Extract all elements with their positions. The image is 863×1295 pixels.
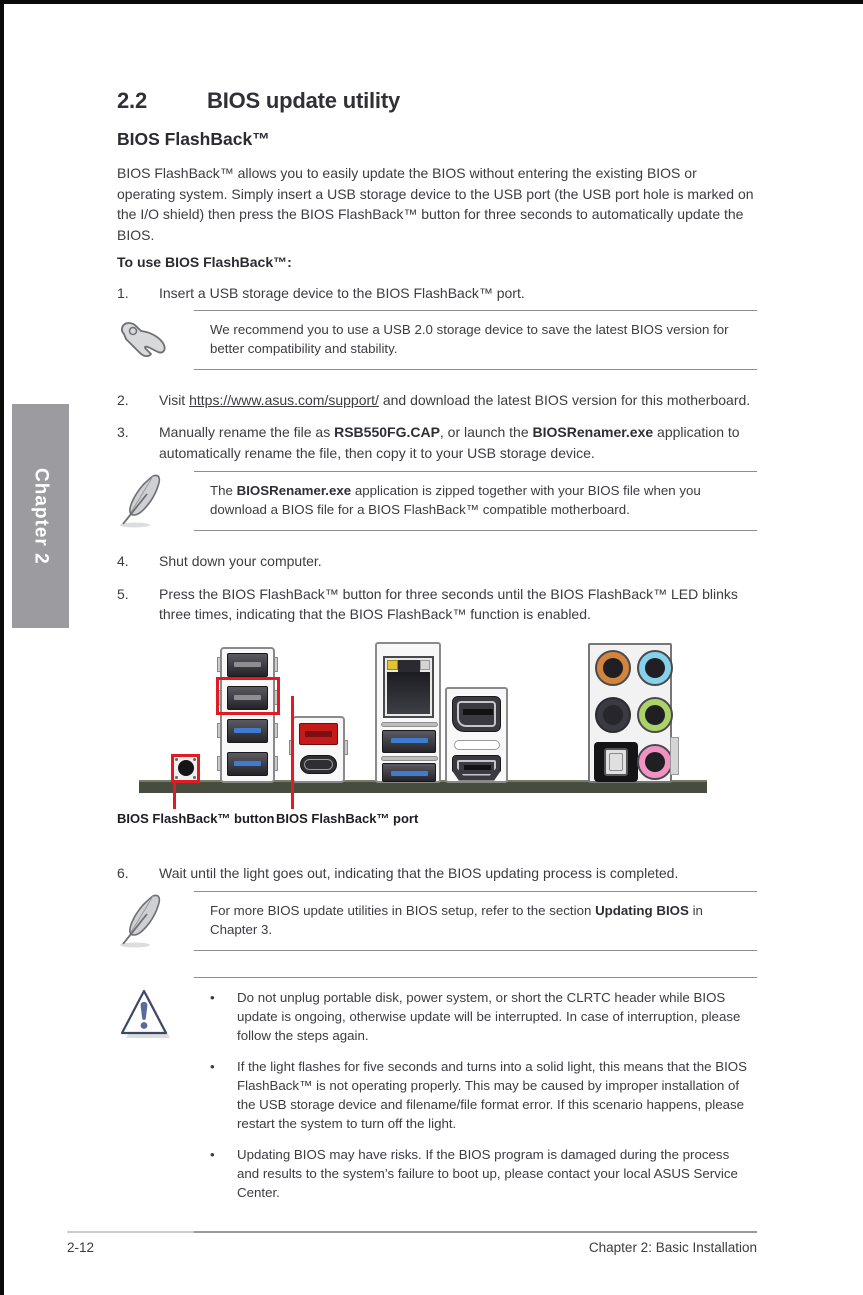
page-number: 2-12 xyxy=(67,1240,95,1255)
section-heading xyxy=(117,88,757,114)
step-number: 6. xyxy=(117,864,129,881)
step-text-pre: Visit xyxy=(159,391,190,408)
step-text-run: Manually rename the file as xyxy=(159,424,335,440)
button-pointer-line xyxy=(173,781,176,809)
step-number: 4. xyxy=(117,553,129,569)
warning-item xyxy=(210,1057,747,1133)
step-text: Press the BIOS FlashBack™ button for three seconds until the BIOS FlashBack™ LED blinks three times, indicating that the BIOS FlashBack™ function is enabled. xyxy=(159,585,738,622)
usb3-port xyxy=(227,719,268,743)
audio-jack-green xyxy=(637,697,673,733)
hand-press-icon xyxy=(117,310,194,370)
subsection-title: BIOS FlashBack™ xyxy=(117,129,270,149)
chapter-tab-label: Chapter 2 xyxy=(30,467,52,565)
port-pointer-line xyxy=(291,696,294,809)
note-important-usb xyxy=(117,310,757,370)
note-text-run: The xyxy=(210,483,237,498)
bios-cap-filename: RSB550FG.CAP xyxy=(334,424,440,440)
audio-jack-pink xyxy=(637,744,673,780)
step-text xyxy=(159,390,757,411)
lan-block xyxy=(375,642,441,783)
section-number: 2.2 xyxy=(117,88,147,113)
note-text-run: For more BIOS update utilities in BIOS setup, refer to the section xyxy=(210,903,596,918)
audio-jack-lightblue xyxy=(637,650,673,686)
usb-red-port xyxy=(299,723,338,745)
usb2-port xyxy=(227,653,268,677)
step-2 xyxy=(117,390,757,411)
step-text: Shut down your computer. xyxy=(159,553,322,569)
warning-item-text: Updating BIOS may have risks. If the BIOS program is damaged during the process and results to the system’s failure to boot up, please contact your local ASUS Service Center. xyxy=(237,1147,738,1200)
usb3-port xyxy=(382,730,436,753)
step-4 xyxy=(117,551,757,572)
io-panel-illustration xyxy=(117,641,757,837)
step-text-run: , or launch the xyxy=(439,424,533,440)
warning-item-text: Do not unplug portable disk, power system, or short the CLRTC header while BIOS update is ongoing, otherwise update will be interrupted. In case of interruption, please follow the steps again. xyxy=(237,990,741,1043)
audio-jack-block xyxy=(588,643,672,783)
usb3-port xyxy=(382,763,436,782)
ethernet-port xyxy=(383,656,434,718)
usb-c-block xyxy=(292,716,345,783)
step-text-post: and download the latest BIOS version for this motherboard. xyxy=(378,391,751,408)
biosrenamer-filename: BIOSRenamer.exe xyxy=(532,424,654,440)
step-text xyxy=(159,422,757,463)
video-block xyxy=(445,687,508,783)
bios-flashback-button-graphic xyxy=(171,754,200,783)
step-1 xyxy=(117,283,757,304)
step-5 xyxy=(117,584,757,625)
flashback-button-label: BIOS FlashBack™ button xyxy=(117,810,275,826)
warning-item xyxy=(210,1145,747,1202)
step-number: 5. xyxy=(117,585,129,602)
warning-item-text: If the light flashes for five seconds and turns into a solid light, this means that the BIOS FlashBack™ is not operating properly. This may be caused by improper installation of the USB storage device and filename/file format error. If this scenario happens, please restart the system to turn off the light. xyxy=(237,1059,747,1131)
procedure-heading: To use BIOS FlashBack™: xyxy=(117,254,292,270)
step-number: 2. xyxy=(117,391,129,408)
lan-led-gray xyxy=(420,660,430,670)
updating-bios-ref: Updating BIOS xyxy=(595,903,689,918)
chapter-footer-label: Chapter 2: Basic Installation xyxy=(588,1240,757,1255)
hdmi-port xyxy=(452,755,501,781)
section-title: BIOS update utility xyxy=(207,88,400,113)
note-text-run: application is zipped together with your BIOS file when you download a BIOS file for a BIOS FlashBack™ compatible motherboard. xyxy=(210,483,701,517)
spdif-optical-port xyxy=(594,742,638,782)
note-text xyxy=(194,891,757,951)
usb3-port xyxy=(227,752,268,776)
note-biosrenamer xyxy=(117,471,757,531)
warning-triangle-icon xyxy=(117,977,194,1214)
button-cap xyxy=(178,760,194,776)
note-text xyxy=(194,471,757,531)
bullet-icon: • xyxy=(210,1147,215,1162)
step-6 xyxy=(117,863,757,884)
usb-port-stack xyxy=(220,647,275,783)
flashback-port-highlight xyxy=(216,677,280,715)
audio-jack-black xyxy=(595,697,631,733)
lan-led-yellow xyxy=(387,660,398,670)
warning-block xyxy=(117,977,757,1214)
vent-slot xyxy=(454,740,500,750)
warning-text xyxy=(194,977,757,1214)
pencil-note-icon xyxy=(117,471,194,531)
step-number: 3. xyxy=(117,424,129,440)
pencil-note-icon xyxy=(117,891,194,951)
flashback-port-label: BIOS FlashBack™ port xyxy=(276,810,419,826)
step-3 xyxy=(117,422,757,463)
note-text: We recommend you to use a USB 2.0 storage device to save the latest BIOS version for better compatibility and stability. xyxy=(194,310,757,370)
displayport-port xyxy=(452,696,501,732)
step-number: 1. xyxy=(117,285,129,301)
bullet-icon: • xyxy=(210,990,215,1005)
bullet-icon: • xyxy=(210,1059,215,1074)
step-text: Insert a USB storage device to the BIOS FlashBack™ port. xyxy=(159,285,525,301)
asus-support-link[interactable]: https://www.asus.com/support/ xyxy=(189,391,379,408)
biosrenamer-filename: BIOSRenamer.exe xyxy=(236,483,352,498)
note-updating-bios xyxy=(117,891,757,951)
intro-paragraph: BIOS FlashBack™ allows you to easily update the BIOS without entering the existing BIOS or operating system. Simply insert a USB storage device to the USB port (the USB port hole is marked on the I/O shield) then press the BIOS FlashBack™ button for three seconds to automatically update the BIOS. xyxy=(117,165,754,243)
page-footer xyxy=(67,1231,757,1255)
audio-jack-orange xyxy=(595,650,631,686)
chapter-side-tab xyxy=(12,404,69,628)
footer-rule xyxy=(67,1231,757,1233)
note-text-run: in Chapter 3. xyxy=(210,903,703,937)
usb-c-port xyxy=(300,755,337,774)
step-text-run: application to automatically rename the file, then copy it to your USB storage device. xyxy=(159,424,740,461)
step-text: Wait until the light goes out, indicating that the BIOS updating process is completed. xyxy=(159,864,679,881)
warning-item xyxy=(210,988,747,1045)
page-content xyxy=(117,88,757,1214)
